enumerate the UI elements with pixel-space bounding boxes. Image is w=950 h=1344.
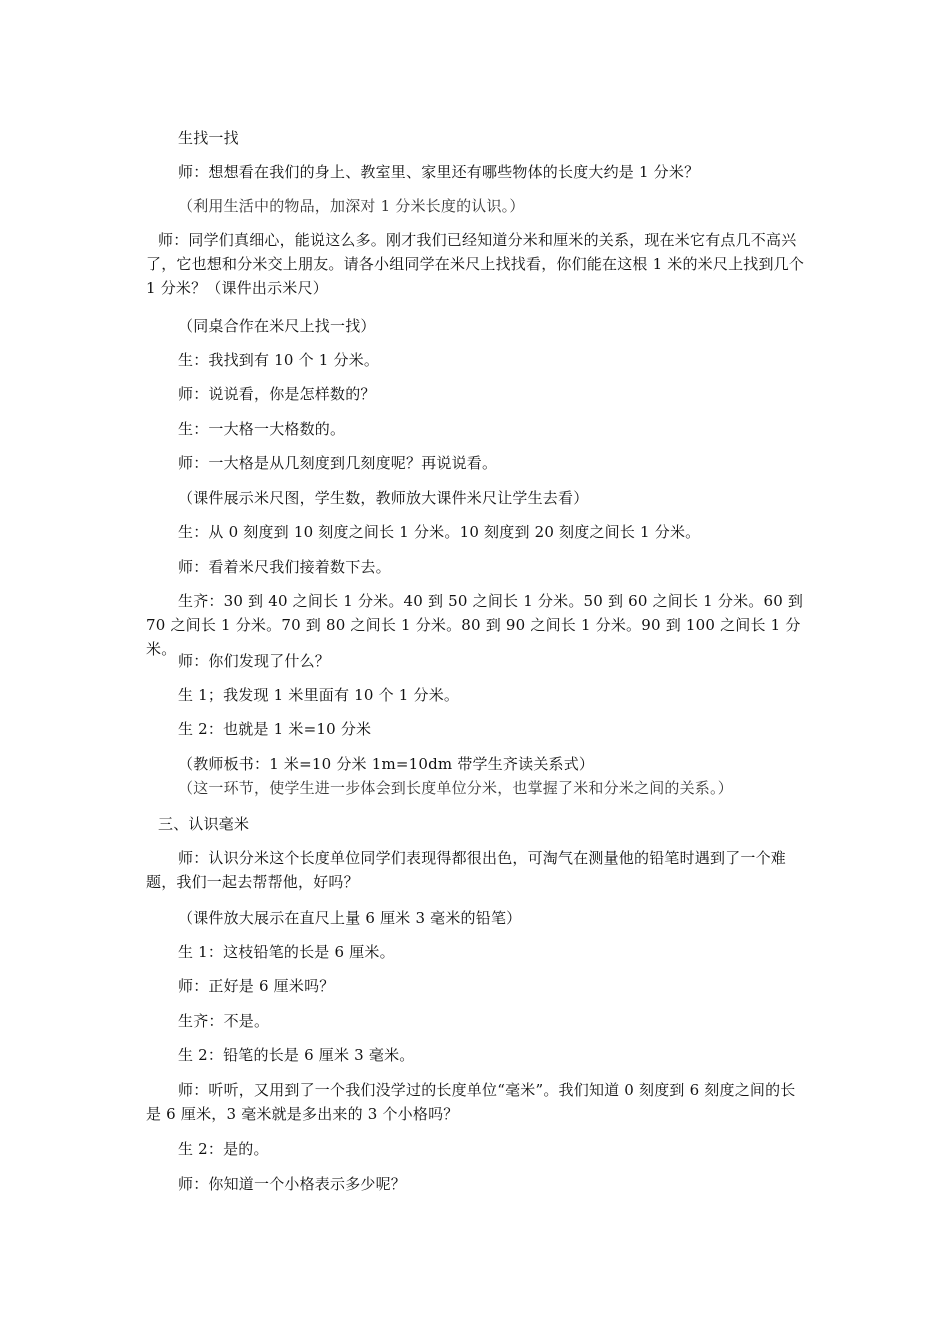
paragraph: （课件展示米尺图，学生数，教师放大课件米尺让学生去看）	[178, 489, 589, 507]
paragraph: 生：我找到有 10 个 1 分米。	[178, 351, 380, 369]
paragraph: （教师板书：1 米=10 分米 1m=10dm 带学生齐读关系式）	[178, 755, 595, 773]
paragraph: （利用生活中的物品，加深对 1 分米长度的认识。）	[178, 197, 525, 215]
paragraph: 生：一大格一大格数的。	[178, 420, 346, 438]
paragraph: 师：看着米尺我们接着数下去。	[178, 558, 391, 576]
paragraph: 师：想想看在我们的身上、教室里、家里还有哪些物体的长度大约是 1 分米？	[178, 163, 700, 181]
paragraph: 师：你们发现了什么？	[178, 652, 331, 670]
paragraph: 师：一大格是从几刻度到几刻度呢？再说说看。	[178, 454, 498, 472]
paragraph: 生齐：30 到 40 之间长 1 分米。40 到 50 之间长 1 分米。50 到 60 之间长 1 分米。60 到 70 之间长 1 分米。70 到 80 之间长 1 分米。80 到 90 之间长 1 分米。90 到 100 之间长 1 分米。	[146, 592, 804, 658]
paragraph: 师：说说看，你是怎样数的？	[178, 385, 376, 403]
paragraph: 生 2：也就是 1 米=10 分米	[178, 720, 372, 738]
paragraph: 生 1：这枝铅笔的长是 6 厘米。	[178, 943, 395, 961]
paragraph: 师：认识分米这个长度单位同学们表现得都很出色，可淘气在测量他的铅笔时遇到了一个难题，我们一起去帮帮他，好吗？	[146, 849, 787, 891]
paragraph: （同桌合作在米尺上找一找）	[178, 317, 376, 335]
paragraph: 生 1；我发现 1 米里面有 10 个 1 分米。	[178, 686, 460, 704]
paragraph: （课件放大展示在直尺上量 6 厘米 3 毫米的铅笔）	[178, 909, 522, 927]
paragraph: 生找一找	[178, 129, 239, 147]
paragraph: 师：同学们真细心，能说这么多。刚才我们已经知道分米和厘米的关系，现在米它有点几不高兴了，它也想和分米交上朋友。请各小组同学在米尺上找找看，你们能在这根 1 米的米尺上找到几个 1 分米？（课件出示米尺）	[146, 231, 805, 297]
paragraph: （这一环节，使学生进一步体会到长度单位分米，也掌握了米和分米之间的关系。）	[178, 779, 733, 797]
paragraph: 生 2：是的。	[178, 1140, 269, 1158]
paragraph: 师：听听，又用到了一个我们没学过的长度单位“毫米”。我们知道 0 刻度到 6 刻度之间的长是 6 厘米，3 毫米就是多出来的 3 个小格吗？	[146, 1081, 796, 1123]
paragraph: 生 2：铅笔的长是 6 厘米 3 毫米。	[178, 1046, 415, 1064]
paragraph: 生：从 0 刻度到 10 刻度之间长 1 分米。10 刻度到 20 刻度之间长 1 分米。	[178, 523, 701, 541]
paragraph: 师：你知道一个小格表示多少呢？	[178, 1175, 407, 1193]
section-heading: 三、认识毫米	[158, 815, 250, 833]
paragraph: 生齐：不是。	[178, 1012, 270, 1030]
paragraph: 师：正好是 6 厘米吗？	[178, 977, 335, 995]
